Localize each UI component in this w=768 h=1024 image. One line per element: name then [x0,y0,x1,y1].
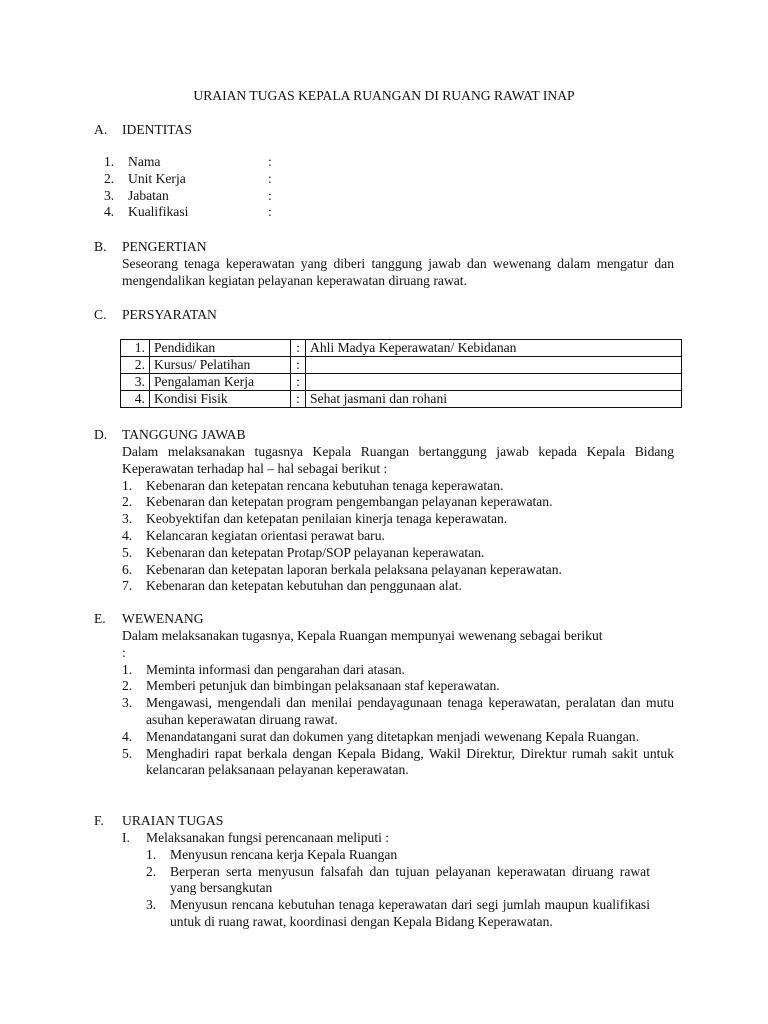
item-number: 1. [146,846,157,862]
section-heading [94,238,684,256]
item-number: 1. [122,477,133,493]
section-persyaratan [94,306,684,324]
row-value [306,374,682,391]
section-title: PERSYARATAN [122,307,217,322]
item-text: Menandatangani surat dan dokumen yang ditetapkan menjadi wewenang Kepala Ruangan. [146,728,639,744]
section-letter: B. [94,239,107,254]
section-title: WEWENANG [122,611,204,626]
item-text: Meminta informasi dan pengarahan dari atasan. [146,661,405,677]
table-row [121,357,682,374]
list-item [122,528,674,545]
item-number: 5. [122,544,133,560]
section-letter: C. [94,307,107,322]
row-value: Sehat jasmani dan rohani [306,391,682,408]
list-item [122,494,674,511]
table-row [121,340,682,357]
item-number: 7. [122,578,133,594]
section-letter: E. [94,611,106,626]
section-heading [94,610,684,628]
section-letter: A. [94,122,108,137]
section-pengertian [94,238,684,290]
item-label: Jabatan [128,187,169,203]
section-title: URAIAN TUGAS [122,813,224,828]
section-title: PENGERTIAN [122,239,207,254]
row-label: Pengalaman Kerja [150,374,291,391]
item-text: Kebenaran dan ketepatan Protap/SOP pelayanan keperawatan. [146,544,485,560]
list-item [122,662,674,679]
item-colon: : [268,154,272,169]
list-item [146,897,650,931]
responsibility-list [122,478,674,596]
item-text: Memberi petunjuk dan bimbingan pelaksanaan staf keperawatan. [146,678,500,694]
list-item [122,545,674,562]
list-item [94,171,684,188]
task-list [122,847,650,931]
row-colon: : [291,391,306,408]
section-heading [94,306,684,324]
row-value [306,357,682,374]
section-intro-colon: : [122,644,126,660]
item-number: 4. [122,527,133,543]
item-text: Kebenaran dan ketepatan kebutuhan dan penggunaan alat. [146,578,462,594]
row-label: Kondisi Fisik [150,391,291,408]
item-text: Kebenaran dan ketepatan rencana kebutuhan tenaga keperawatan. [146,477,504,493]
row-number: 3. [121,374,150,391]
section-title: IDENTITAS [122,122,192,137]
row-number: 1. [121,340,150,357]
section-intro: Dalam melaksanakan tugasnya, Kepala Ruangan mempunyai wewenang sebagai berikut [122,628,603,643]
item-number: 1. [122,661,133,677]
row-label: Kursus/ Pelatihan [150,357,291,374]
authority-list [122,662,674,780]
list-item [94,154,684,171]
row-number: 4. [121,391,150,408]
item-number: 5. [122,745,133,761]
list-item [122,729,674,746]
list-item [122,562,674,579]
item-number: 4. [122,728,133,744]
row-colon: : [291,374,306,391]
item-text: Menghadiri rapat berkala dengan Kepala Bidang, Wakil Direktur, Direktur rumah sakit untuk kelancaran pelaksanaan pelayanan keperawatan. [146,745,674,778]
row-colon: : [291,340,306,357]
item-text: Kelancaran kegiatan orientasi perawat baru. [146,527,385,543]
section-letter: D. [94,427,108,442]
list-item [94,188,684,205]
item-text: Menyusun rencana kerja Kepala Ruangan [170,846,398,862]
section-title: TANGGUNG JAWAB [122,427,246,442]
list-item [146,864,650,898]
item-number: 2. [122,678,133,694]
page-title: URAIAN TUGAS KEPALA RUANGAN DI RUANG RAWAT INAP [193,88,575,103]
list-item [94,204,684,221]
list-item [122,478,674,495]
item-label: Unit Kerja [128,170,186,186]
item-number: 3. [146,897,157,913]
section-wewenang [94,610,684,779]
row-label: Pendidikan [150,340,291,357]
item-number: 3. [104,187,115,203]
item-label: Nama [128,154,161,169]
item-number: 2. [122,494,133,510]
section-heading [94,426,684,444]
list-item [146,847,650,864]
item-text: Menyusun rencana kebutuhan tenaga keperawatan dari segi jumlah maupun kualifikasi untuk di ruang rawat, koordinasi dengan Kepala Bidang Keperawatan. [170,897,650,929]
item-text: Mengawasi, mengendali dan menilai pendayagunaan tenaga keperawatan, peralatan dan mutu asuhan keperawatan diruang rawat. [146,695,674,727]
group-text: Melaksanakan fungsi perencanaan meliputi : [146,830,390,845]
section-letter: F. [94,813,104,828]
requirements-table [120,339,682,408]
section-identitas [94,121,684,221]
section-uraian-tugas [94,812,684,931]
item-colon: : [268,170,272,186]
item-colon: : [268,187,272,203]
item-text: Kebenaran dan ketepatan laporan berkala pelaksana pelayanan keperawatan. [146,561,562,577]
item-number: 6. [122,561,133,577]
item-number: 3. [122,511,133,527]
table-row [121,374,682,391]
section-heading [94,812,684,830]
definition-text: Seseorang tenaga keperawatan yang diberi tanggung jawab dan wewenang dalam mengatur dan mengendalikan kegiatan pelayanan keperawatan diruang rawat. [122,256,674,288]
list-item [122,678,674,695]
row-number: 2. [121,357,150,374]
item-text: Keobyektifan dan ketepatan penilaian kinerja tenaga keperawatan. [146,511,508,527]
list-item [122,511,674,528]
table-row [121,391,682,408]
list-item [122,578,674,595]
section-tanggung-jawab [94,426,684,595]
task-group-heading [122,830,674,847]
row-colon: : [291,357,306,374]
list-item [122,746,674,780]
item-number: 1. [104,154,115,169]
item-label: Kualifikasi [128,204,189,220]
item-number: 2. [104,170,115,186]
identity-list [94,154,684,221]
list-item [122,695,674,729]
task-group [122,830,674,847]
row-value: Ahli Madya Keperawatan/ Kebidanan [306,340,682,357]
item-colon: : [268,204,272,220]
item-text: Kebenaran dan ketepatan program pengembangan pelayanan keperawatan. [146,494,553,510]
section-heading [94,121,684,139]
item-number: 4. [104,204,115,220]
item-text: Berperan serta menyusun falsafah dan tujuan pelayanan keperawatan diruang rawat yang bersangkutan [170,863,650,896]
section-intro: Dalam melaksanakan tugasnya Kepala Ruangan bertanggung jawab kepada Kepala Bidang Keperawatan terhadap hal – hal sebagai berikut : [122,444,674,476]
group-number: I. [122,830,130,845]
item-number: 2. [146,863,157,879]
item-number: 3. [122,695,133,711]
